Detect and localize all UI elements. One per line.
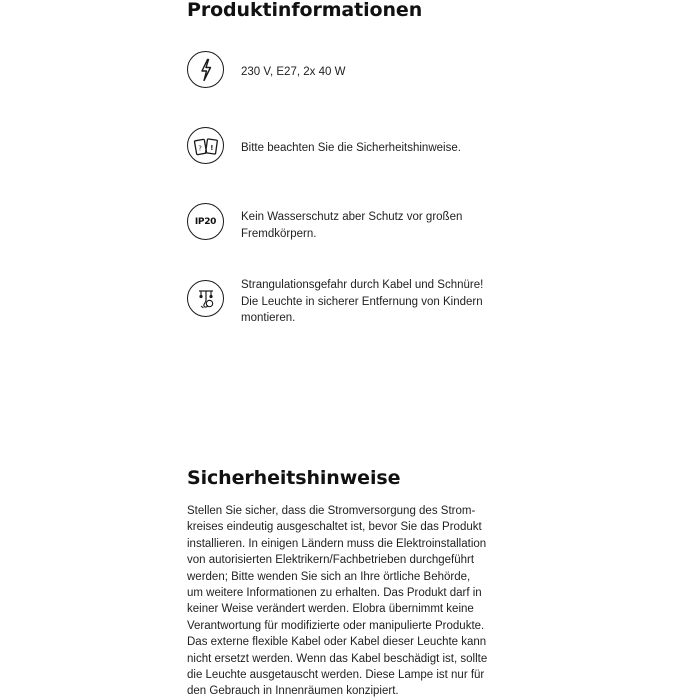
ip20-icon-label: IP20	[194, 216, 217, 227]
info-line: Fremdkörpern.	[241, 227, 317, 240]
ip20-icon	[187, 203, 224, 240]
lightning-icon	[187, 51, 224, 88]
safety-instructions-body	[187, 503, 527, 700]
product-info-heading: Produktinformationen	[187, 0, 423, 21]
body-line: kreises eindeutig ausgeschaltet ist, bevor Sie das Produkt	[187, 521, 482, 534]
body-line: Verantwortung für modifizierte oder manipulierte Produkte.	[187, 619, 485, 632]
voltage-spec-text	[241, 64, 541, 81]
safety-heading: Sicherheitshinweise	[187, 467, 401, 489]
info-line: 230 V, E27, 2x 40 W	[241, 66, 346, 78]
body-line: installieren. In einigen Ländern muss die Elektroinstallation	[187, 537, 487, 550]
body-line: werden; Bitte wenden Sie sich an Ihre örtliche Behörde,	[187, 570, 471, 583]
info-line: Kein Wasserschutz aber Schutz vor großen	[241, 211, 463, 223]
ip20-description-text	[241, 209, 541, 242]
body-line: von autorisierten Elektrikern/Fachbetrieben durchgeführt	[187, 554, 475, 567]
svg-text:?: ?	[197, 144, 202, 152]
info-line: Strangulationsgefahr durch Kabel und Schnüre!	[241, 279, 484, 291]
body-line: Das externe flexible Kabel oder Kabel dieser Leuchte kann	[187, 636, 487, 649]
body-line: Stellen Sie sicher, dass die Stromversorgung des Strom-	[187, 505, 476, 517]
strangulation-hazard-icon	[187, 280, 224, 317]
info-line: montieren.	[241, 312, 296, 324]
info-line: Bitte beachten Sie die Sicherheitshinweise.	[241, 142, 461, 154]
safety-notice-text	[241, 140, 541, 157]
body-line: den Gebrauch in Innenräumen konzipiert.	[187, 685, 399, 698]
body-line: keiner Weise verändert werden. Elobra übernimmt keine	[187, 603, 474, 616]
body-line: um weitere Informationen zu erhalten. Das Produkt darf in	[187, 587, 482, 600]
body-line: die Leuchte ausgetauscht werden. Diese Lampe ist nur für	[187, 669, 485, 682]
strangulation-warning-text	[241, 277, 541, 327]
info-line: Die Leuchte in sicherer Entfernung von Kindern	[241, 295, 483, 308]
body-line: nicht ersetzt werden. Wenn das Kabel beschädigt ist, sollte	[187, 652, 488, 665]
safety-instructions-icon	[187, 127, 224, 164]
svg-text:!: !	[209, 143, 213, 152]
